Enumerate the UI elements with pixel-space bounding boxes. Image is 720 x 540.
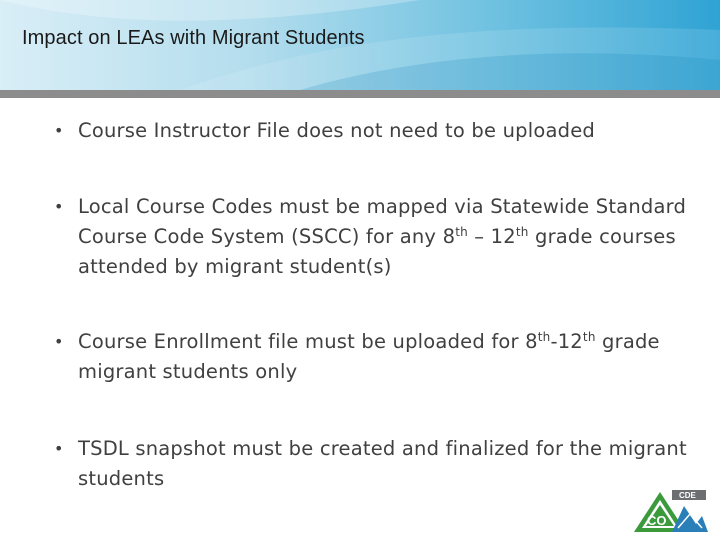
- bullet-item: [50, 434, 690, 494]
- bullet-item: [50, 327, 690, 387]
- bullet-item: [50, 116, 690, 146]
- bullet-text: Course Enrollment file must be uploaded for 8: [78, 330, 538, 353]
- bullet-list: [50, 116, 690, 494]
- bullet-text: -12: [550, 330, 583, 353]
- ordinal-suffix: th: [537, 330, 551, 344]
- ordinal-suffix: th: [582, 330, 596, 344]
- slide-title: Impact on LEAs with Migrant Students: [22, 27, 365, 49]
- bullet-text: Course Instructor File does not need to be uploaded: [78, 119, 595, 142]
- cde-logo-icon: [632, 488, 708, 534]
- slide-header: [0, 0, 720, 90]
- bullet-dot-icon: •: [54, 332, 64, 351]
- logo-main-text: CO: [647, 513, 667, 528]
- bullet-text: grade courses attended by migrant student(s): [78, 225, 676, 278]
- bullet-text: TSDL snapshot must be created and finalized for the migrant students: [78, 437, 687, 490]
- bullet-text: – 12: [467, 225, 516, 248]
- header-divider: [0, 90, 720, 98]
- bullet-dot-icon: •: [54, 121, 64, 140]
- ordinal-suffix: th: [455, 225, 468, 239]
- bullet-item: [50, 192, 690, 282]
- ordinal-suffix: th: [515, 225, 529, 239]
- bullet-dot-icon: •: [54, 197, 64, 216]
- bullet-text: grade migrant students only: [78, 330, 660, 383]
- bullet-text: Local Course Codes must be mapped via Statewide Standard Course Code System (SSCC) for any 8: [78, 195, 687, 248]
- bullet-dot-icon: •: [54, 439, 64, 458]
- logo-top-text: CDE: [679, 491, 696, 500]
